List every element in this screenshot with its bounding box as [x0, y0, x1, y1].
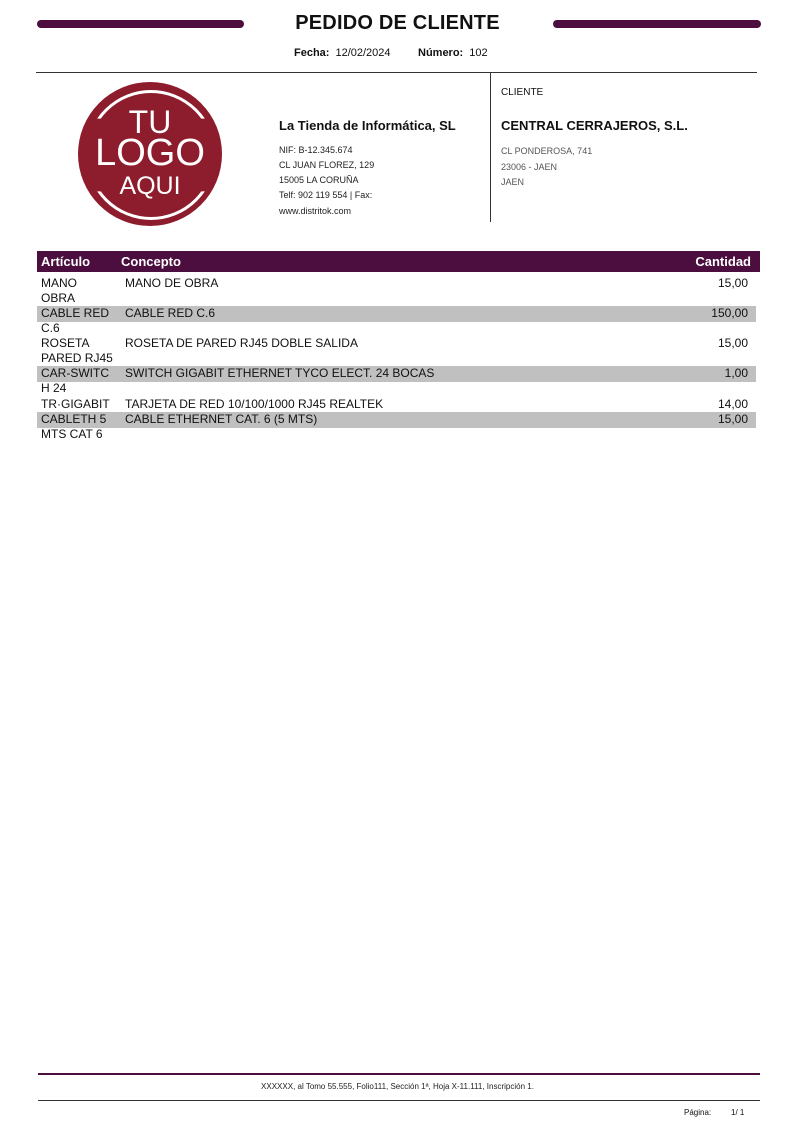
cell-concepto: CABLE ETHERNET CAT. 6 (5 MTS) — [125, 412, 318, 426]
page-number: 1/ 1 — [731, 1108, 745, 1117]
logo-text-line2: LOGO — [95, 132, 205, 174]
cell-cantidad: 1,00 — [724, 366, 748, 380]
cell-articulo — [41, 306, 121, 336]
number-value: 102 — [469, 47, 488, 59]
footer-bottom-line — [38, 1100, 760, 1101]
client-city: 23006 - JAEN — [501, 162, 558, 172]
cell-cantidad: 15,00 — [717, 412, 748, 426]
number-label: Número: — [418, 47, 464, 59]
cell-articulo — [41, 366, 121, 396]
company-name: La Tienda de Informática, SL — [279, 118, 456, 133]
articulo-line1: TR·GIGABIT — [41, 397, 110, 411]
column-header-concepto: Concepto — [121, 254, 181, 269]
date-label: Fecha: — [294, 47, 330, 59]
cell-articulo — [41, 276, 121, 306]
cell-cantidad: 15,00 — [717, 276, 748, 290]
logo-text-line3: AQUI — [119, 172, 181, 200]
articulo-line2: PARED RJ45 — [41, 351, 113, 365]
articulo-line2: H 24 — [41, 381, 67, 395]
column-header-cantidad: Cantidad — [695, 254, 751, 269]
articulo-line1: CABLE RED — [41, 306, 110, 320]
articulo-line1: CABLETH 5 — [41, 412, 107, 426]
articulo-line2: MTS CAT 6 — [41, 427, 103, 441]
cell-articulo — [41, 336, 121, 366]
order-number — [418, 47, 488, 59]
articulo-line2: C.6 — [41, 321, 60, 335]
cell-concepto: MANO DE OBRA — [125, 276, 219, 290]
company-nif: NIF: B-12.345.674 — [279, 145, 353, 155]
document-title: PEDIDO DE CLIENTE — [295, 12, 500, 34]
order-date — [294, 47, 391, 59]
table-header — [37, 251, 760, 272]
cell-cantidad: 150,00 — [711, 306, 748, 320]
cell-concepto: TARJETA DE RED 10/100/1000 RJ45 REALTEK — [125, 397, 384, 411]
cell-concepto: CABLE RED C.6 — [125, 306, 216, 320]
articulo-line1: MANO — [41, 276, 77, 290]
registry-text: XXXXXX, al Tomo 55.555, Folio111, Sección 1ª, Hoja X-11.111, Inscripción 1. — [261, 1082, 534, 1091]
company-city: 15005 LA CORUÑA — [279, 175, 359, 185]
cell-articulo — [41, 397, 121, 412]
logo-text-line1: TU — [128, 104, 172, 140]
page-label: Página: — [684, 1108, 712, 1117]
company-phone: Telf: 902 119 554 | Fax: — [279, 190, 373, 200]
client-label: CLIENTE — [501, 87, 544, 98]
articulo-line2: OBRA — [41, 291, 76, 305]
client-name: CENTRAL CERRAJEROS, S.L. — [501, 118, 688, 133]
client-address: CL PONDEROSA, 741 — [501, 146, 593, 156]
column-header-articulo: Artículo — [41, 254, 91, 269]
company-website: www.distritok.com — [279, 206, 352, 216]
cell-cantidad: 14,00 — [717, 397, 748, 411]
cell-articulo — [41, 412, 121, 442]
company-address: CL JUAN FLOREZ, 129 — [279, 160, 375, 170]
company-logo — [78, 82, 222, 226]
cell-concepto: ROSETA DE PARED RJ45 DOBLE SALIDA — [125, 336, 358, 350]
date-value: 12/02/2024 — [335, 47, 391, 59]
footer-divider — [38, 1073, 760, 1075]
articulo-line1: ROSETA — [41, 336, 90, 350]
client-province: JAEN — [501, 177, 525, 187]
client-divider — [490, 72, 491, 222]
header-divider — [36, 72, 757, 73]
articulo-line1: CAR-SWITC — [41, 366, 109, 380]
cell-cantidad: 15,00 — [717, 336, 748, 350]
cell-concepto: SWITCH GIGABIT ETHERNET TYCO ELECT. 24 BOCAS — [125, 366, 435, 380]
